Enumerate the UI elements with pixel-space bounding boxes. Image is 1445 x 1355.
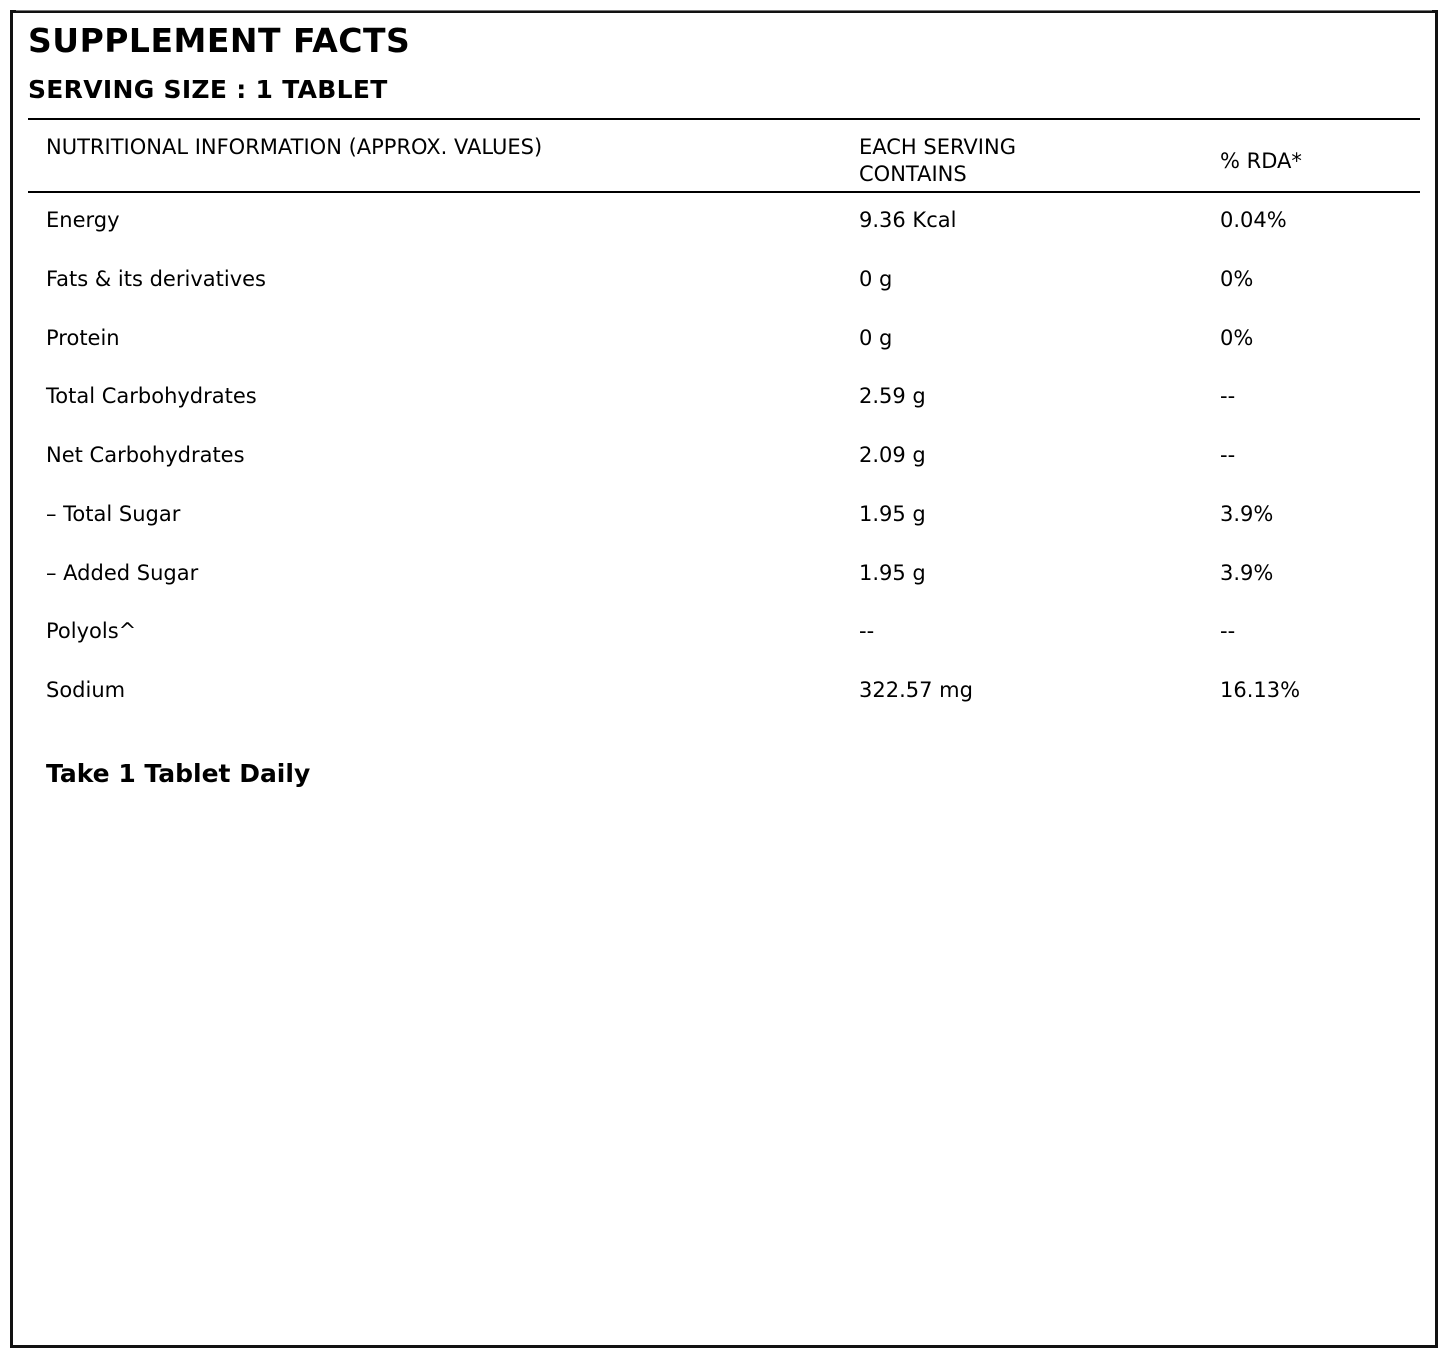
column-header-amount-line2: CONTAINS: [859, 162, 967, 186]
nutrient-rda: --: [1220, 384, 1236, 409]
supplement-facts-panel: [10, 10, 1438, 1348]
nutrient-amount: 1.95 g: [859, 501, 926, 526]
table-row: [13, 614, 1435, 673]
nutrient-amount: 0 g: [859, 266, 893, 291]
header-top-divider: [28, 118, 1420, 120]
table-row: [13, 262, 1435, 321]
top-border-line: [16, 10, 1432, 11]
nutrient-name: Protein: [46, 325, 120, 350]
column-header-rda: % RDA*: [1220, 149, 1302, 173]
nutrient-name: Total Carbohydrates: [46, 384, 257, 409]
table-row: [13, 438, 1435, 497]
nutrient-amount: 322.57 mg: [859, 678, 973, 702]
nutrient-rda: 0.04%: [1220, 208, 1287, 232]
label-title: SUPPLEMENT FACTS: [28, 21, 411, 60]
nutrient-rda: 16.13%: [1220, 678, 1301, 702]
nutrition-rows: [13, 203, 1435, 732]
nutrient-name: Net Carbohydrates: [46, 443, 245, 467]
column-header-amount: [859, 134, 1016, 188]
directions-note: Take 1 Tablet Daily: [46, 759, 311, 788]
nutrient-name: – Added Sugar: [46, 560, 199, 585]
nutrient-rda: 0%: [1220, 266, 1254, 291]
nutrient-rda: 3.9%: [1220, 501, 1274, 526]
nutrient-name: Fats & its derivatives: [46, 266, 266, 291]
nutrient-amount: 2.59 g: [859, 384, 926, 409]
nutrient-name: Energy: [46, 208, 120, 232]
table-row: [13, 203, 1435, 262]
nutrient-amount: 2.09 g: [859, 443, 926, 467]
column-header-nutrient: NUTRITIONAL INFORMATION (APPROX. VALUES): [46, 135, 543, 159]
table-row: [13, 497, 1435, 556]
nutrient-name: – Total Sugar: [46, 501, 181, 526]
nutrient-rda: --: [1220, 619, 1236, 644]
nutrient-name: Sodium: [46, 678, 126, 702]
nutrient-name: Polyols^: [46, 619, 137, 644]
nutrient-amount: 1.95 g: [859, 560, 926, 585]
column-header-amount-line1: EACH SERVING: [859, 135, 1016, 159]
nutrient-rda: 3.9%: [1220, 560, 1274, 585]
table-row: [13, 379, 1435, 438]
nutrient-rda: 0%: [1220, 325, 1254, 350]
nutrient-amount: 9.36 Kcal: [859, 208, 957, 232]
table-row: [13, 321, 1435, 380]
nutrient-amount: --: [859, 619, 875, 644]
table-row: [13, 673, 1435, 732]
table-row: [13, 556, 1435, 615]
nutrient-amount: 0 g: [859, 325, 893, 350]
nutrient-rda: --: [1220, 443, 1236, 467]
header-bottom-divider: [28, 191, 1420, 193]
serving-size: SERVING SIZE : 1 TABLET: [28, 75, 388, 104]
